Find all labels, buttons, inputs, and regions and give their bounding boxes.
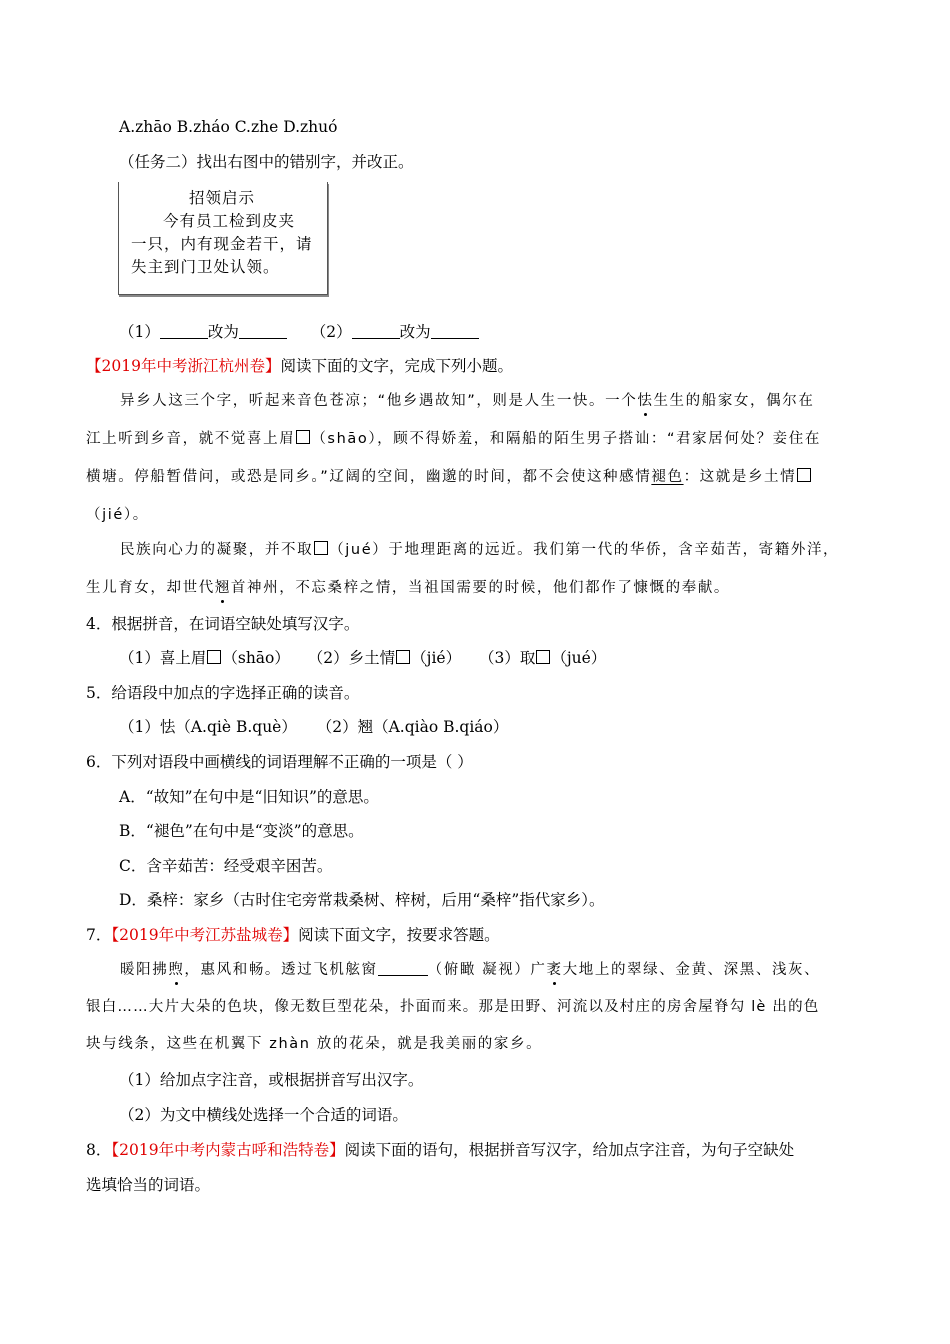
q4-item-1: （1）喜上眉 [119, 649, 207, 667]
q4-blank-1[interactable] [207, 650, 221, 664]
passage-text: 暖阳拂 [120, 962, 169, 978]
dotted-char-qiao: 翘 [214, 580, 231, 596]
passage-text: 桑梓 [327, 580, 360, 596]
q7-passage-line-1 [120, 960, 820, 980]
q7-blank[interactable] [378, 961, 428, 976]
dotted-char-qie: 怯 [637, 393, 654, 409]
notice-line-3: 失主到门卫处认领。 [131, 258, 280, 276]
fill-blank-2[interactable] [239, 324, 287, 339]
passage-text: 民族向心力的凝聚，并不取 [120, 542, 314, 558]
notice-title: 招领启示 [189, 189, 256, 207]
blank-box-jie[interactable] [797, 468, 811, 482]
pinyin-hint: （jué） [329, 542, 389, 558]
q7-source-tag: 【2019年中考江苏盐城卷】 [111, 926, 299, 944]
q7-subq-1: （1）给加点字注音，或根据拼音写出汉字。 [119, 1071, 424, 1089]
q5-item-2: （2）翘（A.qiào B.qiáo） [316, 718, 509, 736]
q8-line-2: 选填恰当的词语。 [86, 1176, 211, 1194]
q4-pinyin-2: （jié） [411, 649, 462, 667]
passage-text: 大地上的翠绿、金黄、深黑、浅灰、 [562, 962, 821, 978]
q7-passage-line-2: 银白……大片大朵的色块，像无数巨型花朵，扑面而来。那是田野、河流以及村庄的房舍屋脊勾 lè 出的色 [86, 999, 820, 1015]
q6-option-d: D．桑梓：家乡（古时住宅旁常栽桑树、梓树，后用“桑梓”指代家乡）。 [119, 891, 605, 909]
passage-text: ，寄籍外洋， [742, 542, 840, 558]
q6-option-a: A．“故知”在句中是“旧知识”的意思。 [119, 788, 379, 806]
pinyin-hint: （jié） [86, 507, 133, 523]
passage-text: 江上听到乡音，就不觉喜上眉 [86, 431, 296, 447]
passage-text: 首神州，不忘 [230, 580, 328, 596]
q6-stem: 6．下列对语段中画横线的词语理解不正确的一项是（ ） [86, 753, 473, 771]
passage1-line-1 [120, 391, 814, 411]
q4-pinyin-1: （shāo） [222, 649, 290, 667]
underlined-term: 褪色 [651, 469, 684, 485]
pinyin-hint: （shāo） [311, 431, 378, 447]
q7-passage-line-3: 块与线条，这些在机翼下 zhàn 放的花朵，就是我美丽的家乡。 [86, 1036, 543, 1052]
q4-item-3: （3）取 [478, 649, 536, 667]
q5-stem: 5．给语段中加点的字选择正确的读音。 [86, 684, 360, 702]
passage-text: 于地理距离的远近。我们第一代的华侨， [388, 542, 679, 558]
passage2-line-2 [86, 578, 730, 598]
passage2-line-1 [120, 540, 839, 560]
passage1-line-4 [86, 505, 149, 525]
passage-text: 。 [132, 507, 149, 523]
q5-items [119, 717, 508, 737]
q8-number: 8． [86, 1141, 112, 1159]
fill-blank-1[interactable] [160, 324, 208, 339]
passage-text: ：这就是乡土情 [683, 469, 797, 485]
passage-text: 横塘。停船暂借问，或恐是同乡。”辽阔的空间，幽邈的时间，都不会使这种感情 [86, 469, 652, 485]
q4-items [119, 648, 606, 668]
passage-text: 含辛茹苦 [678, 542, 743, 558]
q8-line-1 [86, 1140, 794, 1160]
fill-label-1: （1） [119, 323, 160, 341]
blank-box-shao[interactable] [296, 430, 310, 444]
q4-stem: 4．根据拼音，在词语空缺处填写汉字。 [86, 615, 360, 633]
blank-box-jue[interactable] [314, 541, 328, 555]
q5-item-1: （1）怯（A.qiè B.què） [119, 718, 297, 736]
q7-number: 7． [86, 926, 112, 944]
q4-blank-2[interactable] [396, 650, 410, 664]
q8-source-tag: 【2019年中考内蒙古呼和浩特卷】 [111, 1141, 345, 1159]
fill-blank-3[interactable] [352, 324, 400, 339]
notice-line-1: 今有员工检到皮夹 [163, 212, 296, 230]
q7-intro: 阅读下面文字，按要求答题。 [298, 926, 500, 944]
passage-text: ，顾不得娇羞，和隔船的陌生男子搭讪：“君家居何处？妾住在 [377, 431, 821, 447]
passage-text: 生生的船家女，偶尔在 [653, 393, 815, 409]
fill-label-2: （2） [310, 323, 352, 341]
fill-gai-1: 改为 [207, 323, 239, 341]
notice-line-2: 一只，内有现金若干，请 [131, 235, 313, 253]
dotted-char-xu: 煦 [168, 962, 185, 978]
q4-pinyin-3: （jué） [551, 649, 607, 667]
hangzhou-heading [86, 356, 513, 376]
q6-option-b: B．“褪色”在句中是“变淡”的意思。 [119, 822, 364, 840]
fill-blank-4[interactable] [431, 324, 479, 339]
passage1-line-3 [86, 467, 812, 487]
q6-option-c: C．含辛茹苦：经受艰辛困苦。 [119, 857, 333, 875]
fill-gai-2: 改为 [399, 323, 431, 341]
hangzhou-source-tag: 【2019年中考浙江杭州卷】 [86, 357, 281, 375]
passage1-line-2 [86, 429, 821, 449]
q8-text: 阅读下面的语句，根据拼音写汉字，给加点字注音，为句子空缺处 [344, 1141, 795, 1159]
q4-item-2: （2）乡土情 [307, 649, 396, 667]
q7-heading [86, 925, 500, 945]
hangzhou-intro: 阅读下面的文字，完成下列小题。 [280, 357, 513, 375]
passage-text: 生儿育女，却世代 [86, 580, 215, 596]
task2-instruction: （任务二）找出右图中的错别字，并改正。 [119, 153, 414, 171]
q4-blank-3[interactable] [536, 650, 550, 664]
passage-text: ，惠风和畅。透过飞机舷窗 [184, 962, 378, 978]
q7-subq-2: （2）为文中横线处选择一个合适的词语。 [119, 1106, 408, 1124]
notice-box [118, 182, 328, 295]
pinyin-options: A.zhāo B.zháo C.zhe D.zhuó [119, 118, 338, 136]
passage-text: 异乡人这三个字，听起来音色苍凉；“他乡遇故知”，则是人生一快。一个 [120, 393, 638, 409]
dotted-char-mao: 袤 [546, 962, 563, 978]
passage-text: （俯瞰 凝视）广 [427, 962, 547, 978]
passage-text: 之情，当祖国需要的时候，他们都作了慷慨的奉献。 [359, 580, 731, 596]
correction-fill-line [119, 322, 479, 342]
